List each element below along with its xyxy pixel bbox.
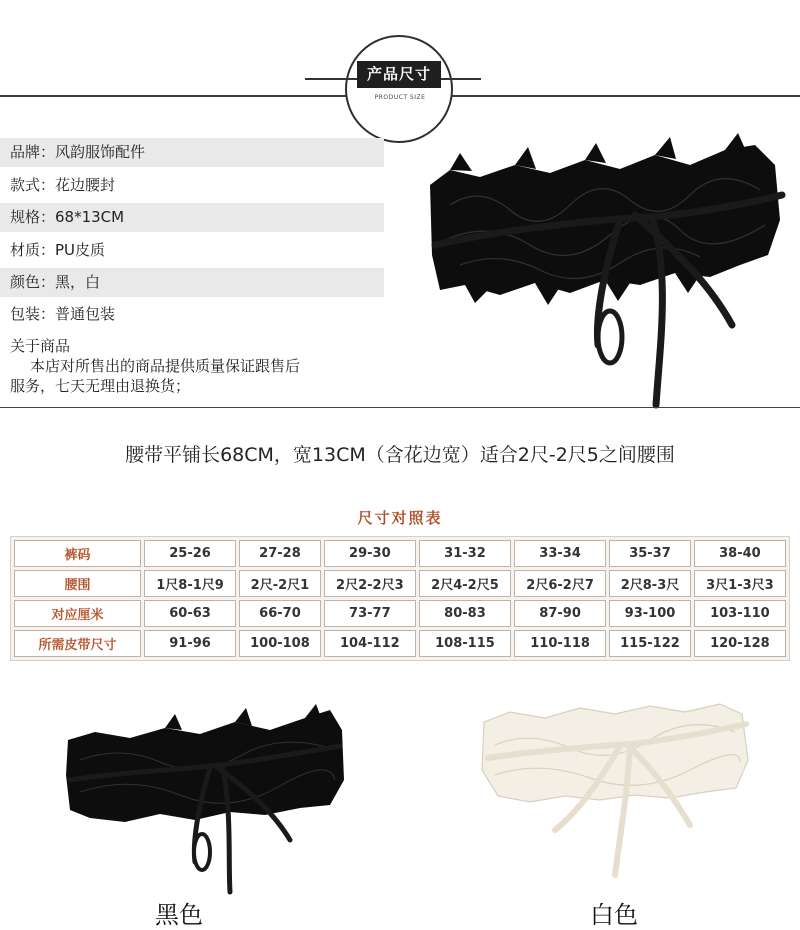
row-header: 所需皮带尺寸 <box>14 630 141 657</box>
caption-white: 白色 <box>590 901 638 929</box>
table-cell: 115-122 <box>609 630 691 657</box>
spec-style: 款式：花边腰封 <box>10 176 116 194</box>
spec-brand: 品牌：风韵服饰配件 <box>0 138 384 167</box>
table-cell: 60-63 <box>144 600 236 627</box>
table-cell: 2尺8-3尺 <box>609 570 691 597</box>
table-cell: 2尺6-2尺7 <box>514 570 606 597</box>
table-cell: 103-110 <box>694 600 786 627</box>
table-cell: 108-115 <box>419 630 511 657</box>
table-cell: 73-77 <box>324 600 416 627</box>
table-cell: 38-40 <box>694 540 786 567</box>
spec-packaging: 包装：普通包装 <box>10 305 116 323</box>
table-row <box>14 600 786 627</box>
table-row <box>14 630 786 657</box>
table-cell: 120-128 <box>694 630 786 657</box>
table-cell: 31-32 <box>419 540 511 567</box>
table-cell: 100-108 <box>239 630 321 657</box>
row-header: 腰围 <box>14 570 141 597</box>
black-variant-fill <box>66 704 344 822</box>
table-row <box>14 570 786 597</box>
caption-black: 黑色 <box>155 901 203 929</box>
black-belt-main-image <box>420 125 790 410</box>
spec-color: 颜色：黑，白 <box>0 268 384 297</box>
size-chart-table <box>10 536 790 661</box>
table-cell: 66-70 <box>239 600 321 627</box>
black-belt-variant-image <box>60 700 350 895</box>
table-cell: 87-90 <box>514 600 606 627</box>
size-chart-title: 尺寸对照表 <box>357 509 443 527</box>
spec-size: 规格：68*13CM <box>0 203 384 232</box>
table-cell: 3尺1-3尺3 <box>694 570 786 597</box>
table-row <box>14 540 786 567</box>
about-product <box>10 336 385 396</box>
table-cell: 93-100 <box>609 600 691 627</box>
table-cell: 104-112 <box>324 630 416 657</box>
table-cell: 2尺2-2尺3 <box>324 570 416 597</box>
table-cell: 35-37 <box>609 540 691 567</box>
section-divider <box>0 407 800 408</box>
table-cell: 33-34 <box>514 540 606 567</box>
row-header: 裤码 <box>14 540 141 567</box>
table-cell: 29-30 <box>324 540 416 567</box>
header-accent-right <box>441 78 481 80</box>
table-cell: 1尺8-1尺9 <box>144 570 236 597</box>
table-cell: 80-83 <box>419 600 511 627</box>
table-cell: 91-96 <box>144 630 236 657</box>
section-subtitle: PRODUCT SIZE <box>374 94 426 101</box>
table-cell: 2尺-2尺1 <box>239 570 321 597</box>
table-cell: 110-118 <box>514 630 606 657</box>
fit-description: 腰带平铺长68CM，宽13CM（含花边宽）适合2尺-2尺5之间腰围 <box>125 444 675 466</box>
table-cell: 25-26 <box>144 540 236 567</box>
white-belt-variant-image <box>470 700 760 895</box>
table-cell: 27-28 <box>239 540 321 567</box>
table-cell: 2尺4-2尺5 <box>419 570 511 597</box>
header-accent-left <box>305 78 357 80</box>
spec-material: 材质：PU皮质 <box>10 241 106 259</box>
section-title-badge: 产品尺寸 <box>357 61 441 88</box>
about-line-1: 本店对所售出的商品提供质量保证跟售后 <box>30 357 301 375</box>
about-title: 关于商品 <box>10 337 71 355</box>
about-line-2: 服务，七天无理由退换货； <box>10 377 191 395</box>
row-header: 对应厘米 <box>14 600 141 627</box>
